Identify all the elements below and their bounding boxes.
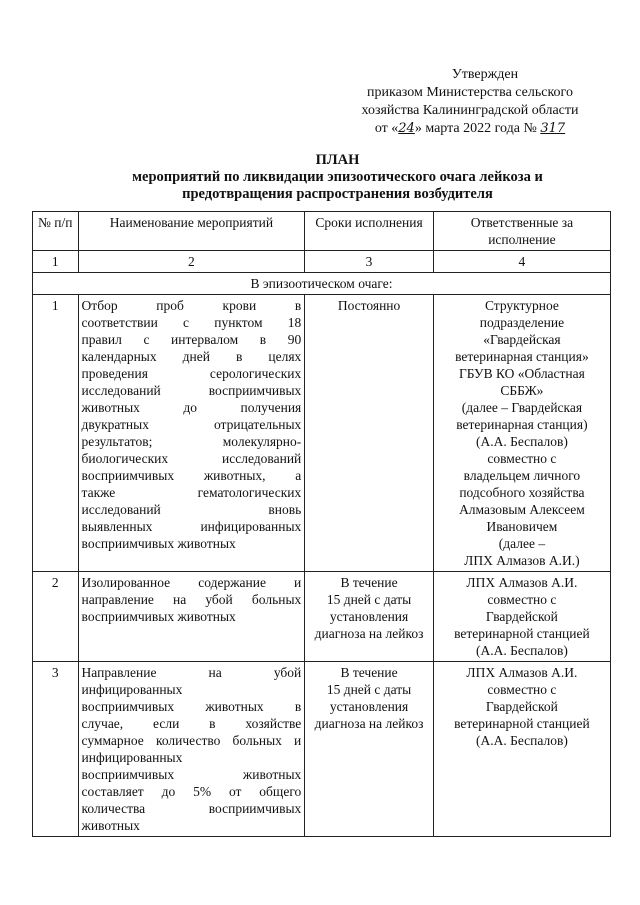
responsible-line: (А.А. Беспалов) (475, 733, 568, 748)
approval-block (330, 66, 610, 138)
row-responsible (433, 295, 610, 572)
responsible-line: Ивановичем (486, 519, 558, 534)
deadline-line: 15 дней с даты (326, 682, 412, 697)
action-line: случае, если в хозяйстве (81, 716, 302, 731)
action-line: восприимчивых животных (81, 767, 302, 782)
row-responsible (433, 572, 610, 662)
row-number: 1 (33, 295, 79, 572)
action-line: инфицированных (81, 750, 183, 765)
deadline-line: установления (329, 609, 409, 624)
header-number: № п/п (33, 212, 79, 251)
action-line: животных (81, 818, 140, 833)
deadline-line: диагноза на лейкоз (314, 716, 424, 731)
row-action (78, 295, 305, 572)
responsible-line: (А.А. Беспалов) (475, 643, 568, 658)
action-line: правил с интервалом в 90 (81, 332, 302, 347)
responsible-line: совместно с (487, 451, 557, 466)
responsible-line: ЛПХ Алмазов А.И. (466, 575, 578, 590)
responsible-line: совместно с (487, 682, 557, 697)
column-number-row (33, 251, 611, 273)
row-number: 2 (33, 572, 79, 662)
column-number: 1 (33, 251, 79, 273)
handwritten-day: 24 (398, 121, 415, 136)
responsible-line: ветеринарная станция) (456, 417, 588, 432)
action-line: исследований восприимчивых (81, 383, 302, 398)
responsible-line: ЛПХ Алмазов А.И. (466, 665, 578, 680)
header-row (33, 212, 611, 251)
deadline-line: диагноза на лейкоз (314, 626, 424, 641)
row-number: 3 (33, 662, 79, 837)
deadline-line: установления (329, 699, 409, 714)
action-line: двукратных отрицательных (81, 417, 302, 432)
table-row (33, 295, 611, 572)
responsible-line: ветеринарная станция» (455, 349, 589, 364)
action-line: календарных дней в целях (81, 349, 302, 364)
plan-table (32, 211, 611, 837)
deadline-line: Постоянно (337, 298, 401, 313)
action-line: выявленных инфицированных (81, 519, 302, 534)
date-prefix: от « (374, 121, 399, 136)
approval-line: приказом Министерства сельского (367, 85, 573, 100)
action-line: суммарное количество больных и (81, 733, 302, 748)
table-row (33, 572, 611, 662)
title-line: предотвращения распространения возбудителя (182, 186, 493, 202)
action-line: Направление на убой (81, 665, 302, 680)
column-number: 4 (433, 251, 610, 273)
action-line: Изолированное содержание и (81, 575, 302, 590)
column-number: 3 (305, 251, 434, 273)
responsible-line: ГБУВ КО «Областная (458, 366, 585, 381)
responsible-line: ЛПХ Алмазов А.И.) (464, 553, 580, 568)
responsible-line: ветеринарной станцией (454, 716, 590, 731)
action-line: восприимчивых животных в (81, 699, 302, 714)
approval-line: хозяйства Калининградской области (361, 103, 579, 118)
responsible-line: (далее – (498, 536, 546, 551)
responsible-line: Структурное (484, 298, 559, 313)
table-row (33, 662, 611, 837)
approval-date-line (330, 120, 610, 138)
section-title: В эпизоотическом очаге: (33, 273, 611, 295)
action-line: также гематологических (81, 485, 302, 500)
header-action: Наименование мероприятий (78, 212, 305, 251)
responsible-line: Алмазовым Алексеем (459, 502, 585, 517)
responsible-line: подразделение (479, 315, 565, 330)
date-middle: » марта 2022 года № (414, 121, 537, 136)
action-line: Отбор проб крови в (81, 298, 302, 313)
action-line: количества восприимчивых (81, 801, 302, 816)
responsible-line: (А.А. Беспалов) (475, 434, 568, 449)
title-line: мероприятий по ликвидации эпизоотического очага лейкоза и (132, 169, 543, 185)
action-line: биологических исследований (81, 451, 302, 466)
responsible-line: «Гвардейская (483, 332, 561, 347)
header-deadline: Сроки исполнения (305, 212, 434, 251)
title-line: ПЛАН (315, 152, 360, 168)
action-line: восприимчивых животных (81, 609, 236, 624)
document-title (60, 152, 615, 203)
action-line: составляет до 5% от общего (81, 784, 302, 799)
responsible-line: Гвардейской (485, 609, 558, 624)
responsible-line: совместно с (487, 592, 557, 607)
action-line: направление на убой больных (81, 592, 302, 607)
row-action (78, 662, 305, 837)
row-deadline (305, 662, 434, 837)
column-number: 2 (78, 251, 305, 273)
approval-line: Утвержден (451, 67, 519, 82)
row-responsible (433, 662, 610, 837)
responsible-line: подсобного хозяйства (459, 485, 585, 500)
responsible-line: ветеринарной станцией (454, 626, 590, 641)
responsible-line: владельцем личного (463, 468, 581, 483)
section-row (33, 273, 611, 295)
row-deadline (305, 295, 434, 572)
action-line: восприимчивых животных, а (81, 468, 302, 483)
action-line: проведения серологических (81, 366, 302, 381)
row-action (78, 572, 305, 662)
deadline-line: В течение (340, 665, 398, 680)
action-line: результатов; молекулярно- (81, 434, 302, 449)
header-responsible: Ответственные за исполнение (433, 212, 610, 251)
action-line: исследований вновь (81, 502, 302, 517)
action-line: животных до получения (81, 400, 302, 415)
deadline-line: В течение (340, 575, 398, 590)
responsible-line: СББЖ» (500, 383, 544, 398)
handwritten-number: 317 (540, 121, 566, 136)
row-deadline (305, 572, 434, 662)
action-line: восприимчивых животных (81, 536, 236, 551)
action-line: соответствии с пунктом 18 (81, 315, 302, 330)
responsible-line: (далее – Гвардейская (461, 400, 583, 415)
deadline-line: 15 дней с даты (326, 592, 412, 607)
responsible-line: Гвардейской (485, 699, 558, 714)
action-line: инфицированных (81, 682, 183, 697)
